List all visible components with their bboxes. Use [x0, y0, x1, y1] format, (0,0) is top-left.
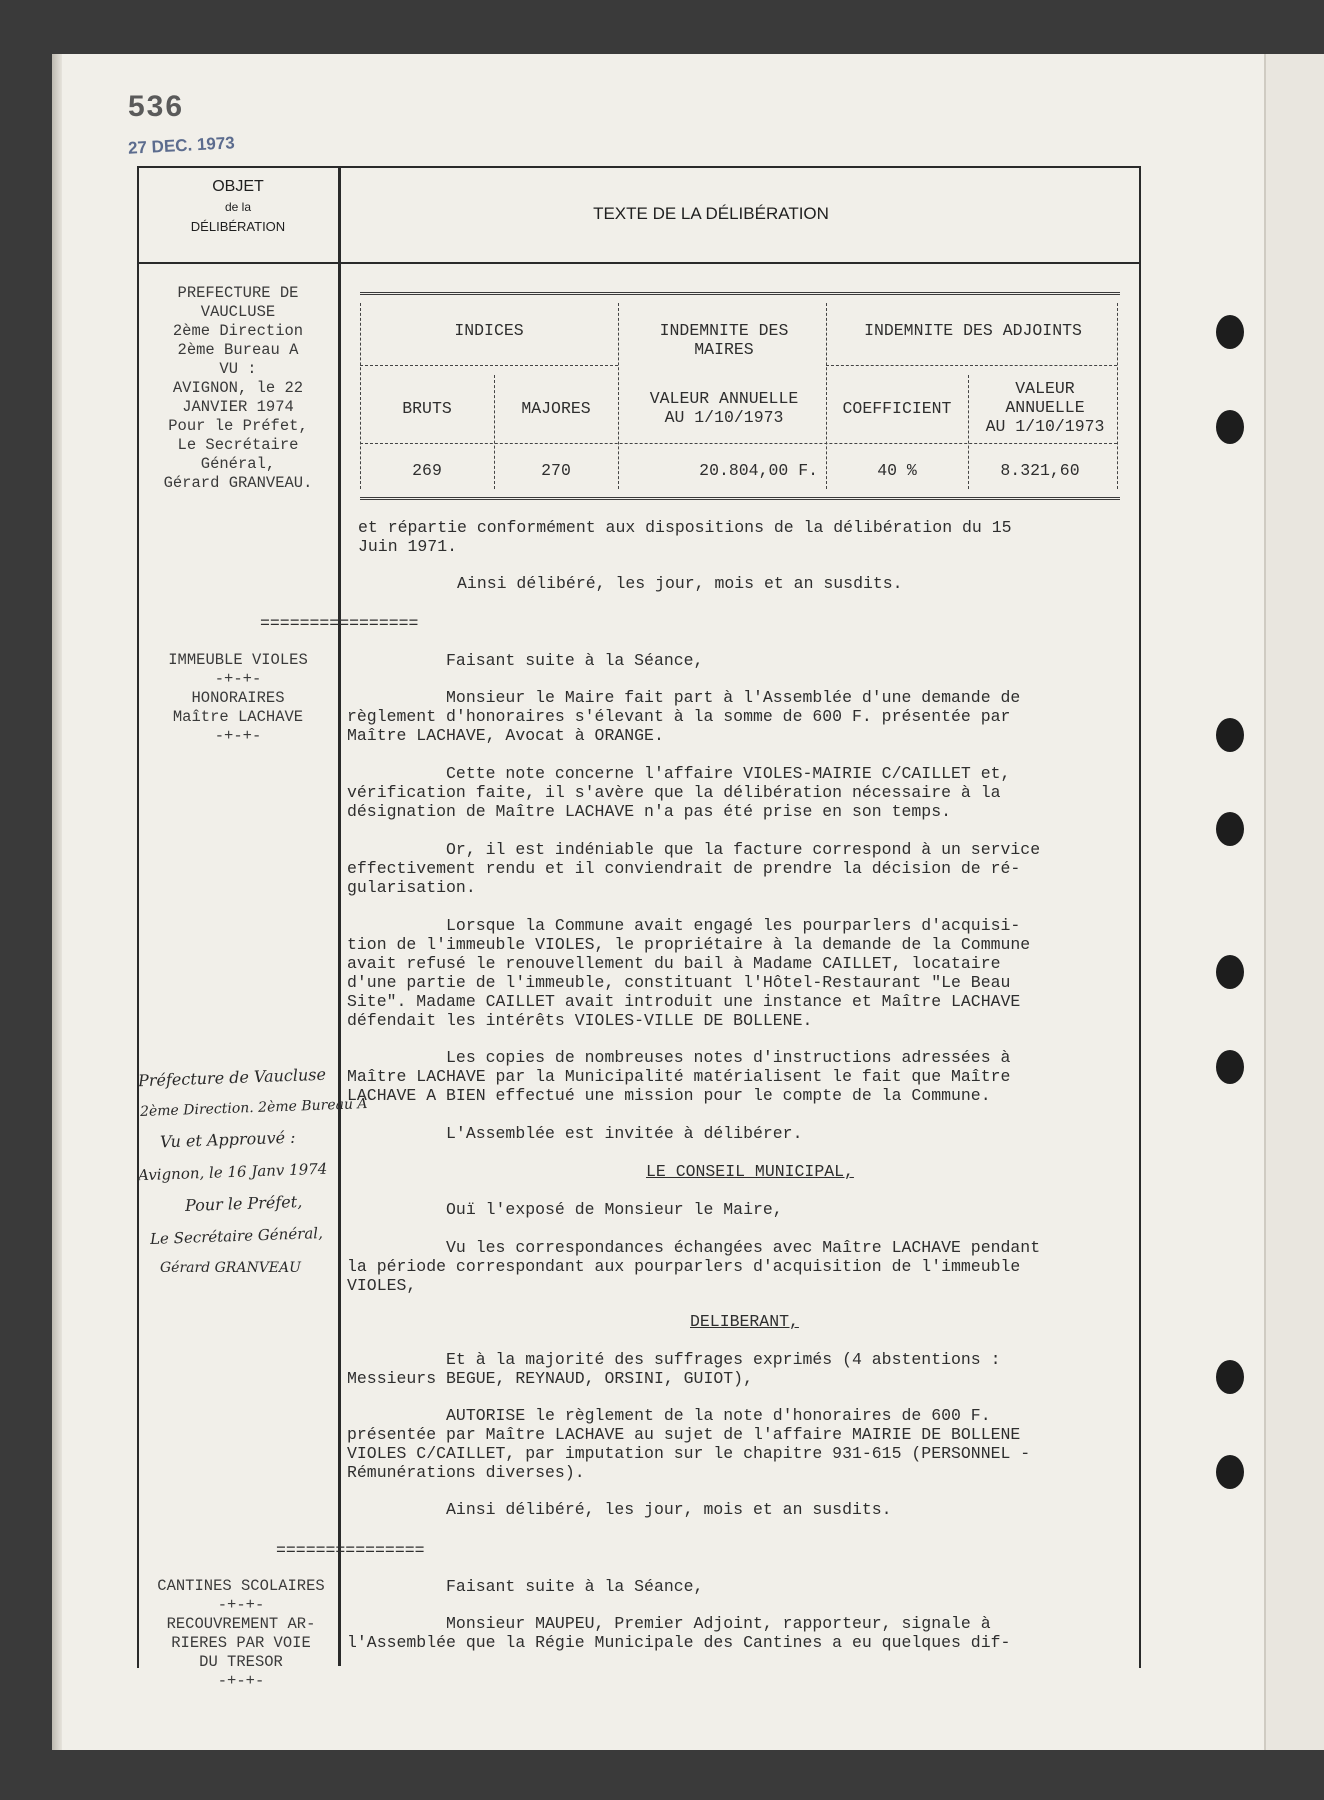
binder-hole-icon: [1216, 718, 1244, 752]
col-valeur-annuelle-maires: VALEUR ANNUELLE AU 1/10/1973: [649, 389, 799, 427]
body-paragraph: L'Assemblée est invitée à délibérer.: [347, 1124, 803, 1143]
table-horizontal-rule: [360, 443, 1117, 444]
col-indemnite-maires: INDEMNITE DES MAIRES: [659, 321, 789, 359]
col-coefficient: COEFFICIENT: [842, 399, 952, 418]
binder-hole-icon: [1216, 1050, 1244, 1084]
handwritten-visa-line: Pour le Préfet,: [184, 1191, 303, 1216]
col-valeur-annuelle-adjoints: VALEUR ANNUELLE AU 1/10/1973: [985, 379, 1105, 436]
date-stamp: 27 DEC. 1973: [127, 133, 236, 158]
subject-immeuble-violes: IMMEUBLE VIOLES -+-+- HONORAIRES Maître LACHAVE -+-+-: [168, 651, 308, 745]
objet-header: [139, 178, 337, 234]
handwritten-visa-line: Gérard GRANVEAU: [160, 1260, 301, 1276]
cell-coefficient: 40 %: [877, 461, 917, 480]
binder-hole-icon: [1216, 410, 1244, 444]
body-paragraph: Ainsi délibéré, les jour, mois et an susdits.: [358, 574, 903, 593]
col-majores: MAJORES: [521, 399, 591, 418]
body-paragraph: Et à la majorité des suffrages exprimés (4 abstentions : Messieurs BEGUE, REYNAUD, ORSINI, GUIOT),: [347, 1350, 1001, 1388]
binder-hole-icon: [1216, 1455, 1244, 1489]
section-separator: ================: [260, 614, 419, 633]
binder-hole-icon: [1216, 812, 1244, 846]
col-bruts: BRUTS: [402, 399, 452, 418]
col-indemnite-adjoints: INDEMNITE DES ADJOINTS: [864, 321, 1082, 340]
texte-header: TEXTE DE LA DÉLIBÉRATION: [593, 204, 829, 223]
table-vertical-rule: [968, 375, 969, 489]
objet-title: OBJET: [212, 178, 264, 195]
table-horizontal-rule: [360, 365, 618, 366]
body-paragraph: et répartie conformément aux dispositions de la délibération du 15 Juin 1971.: [358, 518, 1012, 556]
body-paragraph: Cette note concerne l'affaire VIOLES-MAIRIE C/CAILLET et, vérification faite, il s'avère que la délibération nécessaire à la désignation de Maître LACHAVE n'a pas été prise en son temps.: [347, 764, 1011, 821]
body-paragraph: Ouï l'exposé de Monsieur le Maire,: [347, 1200, 783, 1219]
handwritten-visa-line: 2ème Direction. 2ème Bureau A: [139, 1096, 368, 1120]
body-paragraph: Ainsi délibéré, les jour, mois et an susdits.: [347, 1500, 892, 1519]
binder-hole-icon: [1216, 315, 1244, 349]
conseil-municipal-heading: LE CONSEIL MUNICIPAL,: [646, 1162, 854, 1181]
body-paragraph: Monsieur le Maire fait part à l'Assemblée d'une demande de règlement d'honoraires s'élevant à la somme de 600 F. présentée par Maître LACHAVE, Avocat à ORANGE.: [347, 688, 1021, 745]
section-separator: ===============: [276, 1541, 425, 1560]
table-vertical-rule: [618, 303, 619, 489]
body-paragraph: Vu les correspondances échangées avec Maître LACHAVE pendant la période correspondant aux pourparlers d'acquisition de l'immeuble VIOLES,: [347, 1238, 1041, 1295]
handwritten-visa-line: Préfecture de Vaucluse: [137, 1064, 327, 1091]
body-paragraph: Or, il est indéniable que la facture correspond à un service effectivement rendu et il conviendrait de prendre la décision de ré- gularisation.: [347, 840, 1041, 897]
binder-hole-icon: [1216, 1360, 1244, 1394]
objet-de-la: de la: [224, 200, 252, 214]
deliberant-heading: DELIBERANT,: [690, 1312, 799, 1331]
body-paragraph: Faisant suite à la Séance,: [347, 651, 704, 670]
handwritten-visa-line: Avignon, le 16 Janv 1974: [137, 1159, 328, 1185]
body-paragraph: Lorsque la Commune avait engagé les pourparlers d'acquisi- tion de l'immeuble VIOLES, le propriétaire à la demande de la Commune avait refusé le renouvellement du bail à Madame CAILLET, locataire d'une partie de l'immeuble, constituant l'Hôtel-Restaurant "Le Beau Site". Madame CAILLET avait introduit une instance et Maître LACHAVE défendait les intérêts VIOLES-VILLE DE BOLLENE.: [347, 916, 1031, 1030]
header-rule: [137, 262, 1140, 264]
body-paragraph: Les copies de nombreuses notes d'instructions adressées à Maître LACHAVE par la Municipalité matérialisent le fait que Maître LACHAVE A BIEN effectué une mission pour le compte de la Commune.: [347, 1048, 1011, 1105]
col-indices: INDICES: [454, 321, 524, 340]
prefecture-visa: PREFECTURE DE VAUCLUSE 2ème Direction 2ème Bureau A VU : AVIGNON, le 22 JANVIER 1974 Pour le Préfet, Le Secrétaire Général, Gérard GRANVEAU.: [163, 284, 313, 492]
subject-cantines-scolaires: CANTINES SCOLAIRES -+-+- RECOUVREMENT AR- RIERES PAR VOIE DU TRESOR -+-+-: [157, 1577, 325, 1690]
objet-deliberation: DÉLIBÉRATION: [190, 219, 286, 234]
cell-valeur-maires: 20.804,00 F.: [699, 461, 818, 480]
cell-majores: 270: [541, 461, 571, 480]
cell-bruts: 269: [412, 461, 442, 480]
adjacent-page: [1264, 54, 1324, 1750]
page-binding-shadow: [52, 54, 62, 1750]
indemnity-table: [360, 292, 1120, 500]
page-number-stamp: 536: [128, 90, 185, 123]
table-horizontal-rule: [826, 365, 1117, 366]
binder-hole-icon: [1216, 955, 1244, 989]
cell-valeur-adjoints: 8.321,60: [1000, 461, 1080, 480]
handwritten-visa-line: Le Secrétaire Général,: [149, 1223, 324, 1249]
body-paragraph: AUTORISE le règlement de la note d'honoraires de 600 F. présentée par Maître LACHAVE au sujet de l'affaire MAIRIE DE BOLLENE VIOLES C/CAILLET, par imputation sur le chapitre 931-615 (PERSONNEL - Rémunérations diverses).: [347, 1406, 1031, 1482]
column-divider: [338, 166, 341, 1666]
handwritten-visa-line: Vu et Approuvé :: [159, 1127, 296, 1152]
body-paragraph: Faisant suite à la Séance,: [347, 1577, 704, 1596]
body-paragraph: Monsieur MAUPEU, Premier Adjoint, rapporteur, signale à l'Assemblée que la Régie Municipale des Cantines a eu quelques dif-: [347, 1614, 1011, 1652]
